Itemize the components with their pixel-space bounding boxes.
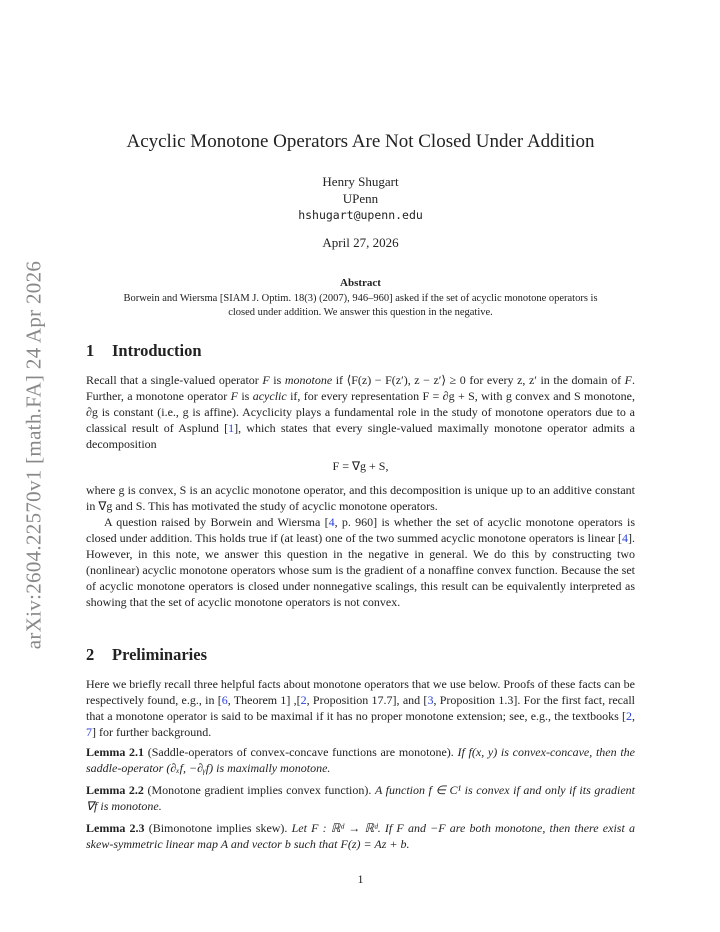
section-number: 1 [86, 341, 95, 360]
citation-link[interactable]: 3 [427, 693, 434, 707]
citation-link[interactable]: 6 [221, 693, 228, 707]
citation-link[interactable]: 2 [626, 709, 632, 723]
author-name: Henry Shugart [322, 174, 399, 189]
citation-link[interactable]: 2 [300, 693, 307, 707]
prelim-paragraph-1: Here we briefly recall three helpful facts about monotone operators that we use below. Proofs of these facts can be respectively found, e.g., in [6, Theorem 1] ,[2, Proposition 17.7], and [3, Proposition 1.3]. For the first fact, recall that a monotone operator is said to be maximal if it has no proper monotone extension; see, e.g., the textbooks [2, 7] for further background. [86, 677, 636, 739]
intro-paragraph-3: A question raised by Borwein and Wiersma [4, p. 960] is whether the set of acyclic monotone operators is closed under addition. This holds true if (at least) one of the two summed acyclic monotone operators is linear [4]. However, in this note, we answer this question in the negative in general. We do this by constructing two (nonlinear) acyclic monotone operators whose sum is the gradient of a nonaffine convex function. Because the set of acyclic monotone operators is closed under nonnegative scalings, this result can be equivalently interpreted as showing that the set of acyclic monotone operators is not convex. [86, 515, 635, 609]
lemma-label: Lemma 2.2 [86, 783, 144, 797]
paper-title: Acyclic Monotone Operators Are Not Closed Under Addition [126, 131, 595, 152]
lemma-2-1: Lemma 2.1 (Saddle-operators of convex-concave functions are monotone). If f(x, y) is convex-concave, then the saddle-operator (∂ₓf, −∂ᵧf) is maximally monotone. [86, 745, 635, 775]
section-heading-introduction [86, 341, 202, 361]
citation-link[interactable]: 1 [228, 421, 235, 435]
arxiv-sidebar [6, 245, 62, 665]
lemma-label: Lemma 2.3 [86, 821, 145, 835]
lemma-label: Lemma 2.1 [86, 745, 145, 759]
section-title: Introduction [112, 341, 202, 360]
citation-link[interactable]: 7 [86, 725, 92, 739]
intro-paragraph-2: where g is convex, S is an acyclic monotone operator, and this decomposition is unique up to an additive constant in ∇g and S. This has motivated the study of acyclic monotone operators. [86, 483, 635, 513]
equation-decomposition: F = ∇g + S, [332, 459, 389, 473]
section-heading-preliminaries [86, 645, 207, 665]
author-email: hshugart@upenn.edu [298, 208, 423, 222]
section-title: Preliminaries [112, 645, 208, 664]
paper-date: April 27, 2026 [322, 235, 399, 250]
lemma-statement: If f(x, y) is convex-concave, then the saddle-operator (∂ₓf, −∂ᵧf) is maximally monotone. [86, 745, 635, 775]
intro-paragraph-1: Recall that a single-valued operator F is monotone if ⟨F(z) − F(z′), z − z′⟩ ≥ 0 for every z, z′ in the domain of F. Further, a monotone operator F is acyclic if, for every representation F = ∂g + S, with g convex and S monotone, ∂g is constant (i.e., g is affine). Acyclicity plays a fundamental role in the study of monotone operators due to a classical result of Asplund [1], which states that every single-valued maximally monotone operator admits a decomposition [86, 373, 635, 451]
lemma-2-2: Lemma 2.2 (Monotone gradient implies convex function). A function f ∈ C¹ is convex if and only if its gradient ∇f is monotone. [86, 783, 635, 813]
author-affiliation: UPenn [342, 191, 379, 206]
abstract-text: Borwein and Wiersma [SIAM J. Optim. 18(3) (2007), 946–960] asked if the set of acyclic monotone operators is closed under addition. We answer this question in the negative. [123, 293, 598, 318]
page-number: 1 [357, 872, 364, 886]
abstract-heading: Abstract [340, 277, 381, 289]
section-number: 2 [86, 645, 95, 664]
arxiv-identifier: arXiv:2604.22570v1 [math.FA] 24 Apr 2026 [21, 260, 46, 650]
lemma-statement: A function f ∈ C¹ is convex if and only if its gradient ∇f is monotone. [86, 783, 635, 813]
citation-link[interactable]: 4 [328, 515, 335, 529]
lemma-statement: Let F : ℝᵈ → ℝᵈ. If F and −F are both monotone, then there exist a skew-symmetric linear map A and vector b such that F(z) = Az + b. [86, 821, 635, 851]
citation-link[interactable]: 4 [622, 531, 628, 545]
lemma-2-3: Lemma 2.3 (Bimonotone implies skew). Let F : ℝᵈ → ℝᵈ. If F and −F are both monotone, then there exist a skew-symmetric linear map A and vector b such that F(z) = Az + b. [86, 821, 635, 851]
